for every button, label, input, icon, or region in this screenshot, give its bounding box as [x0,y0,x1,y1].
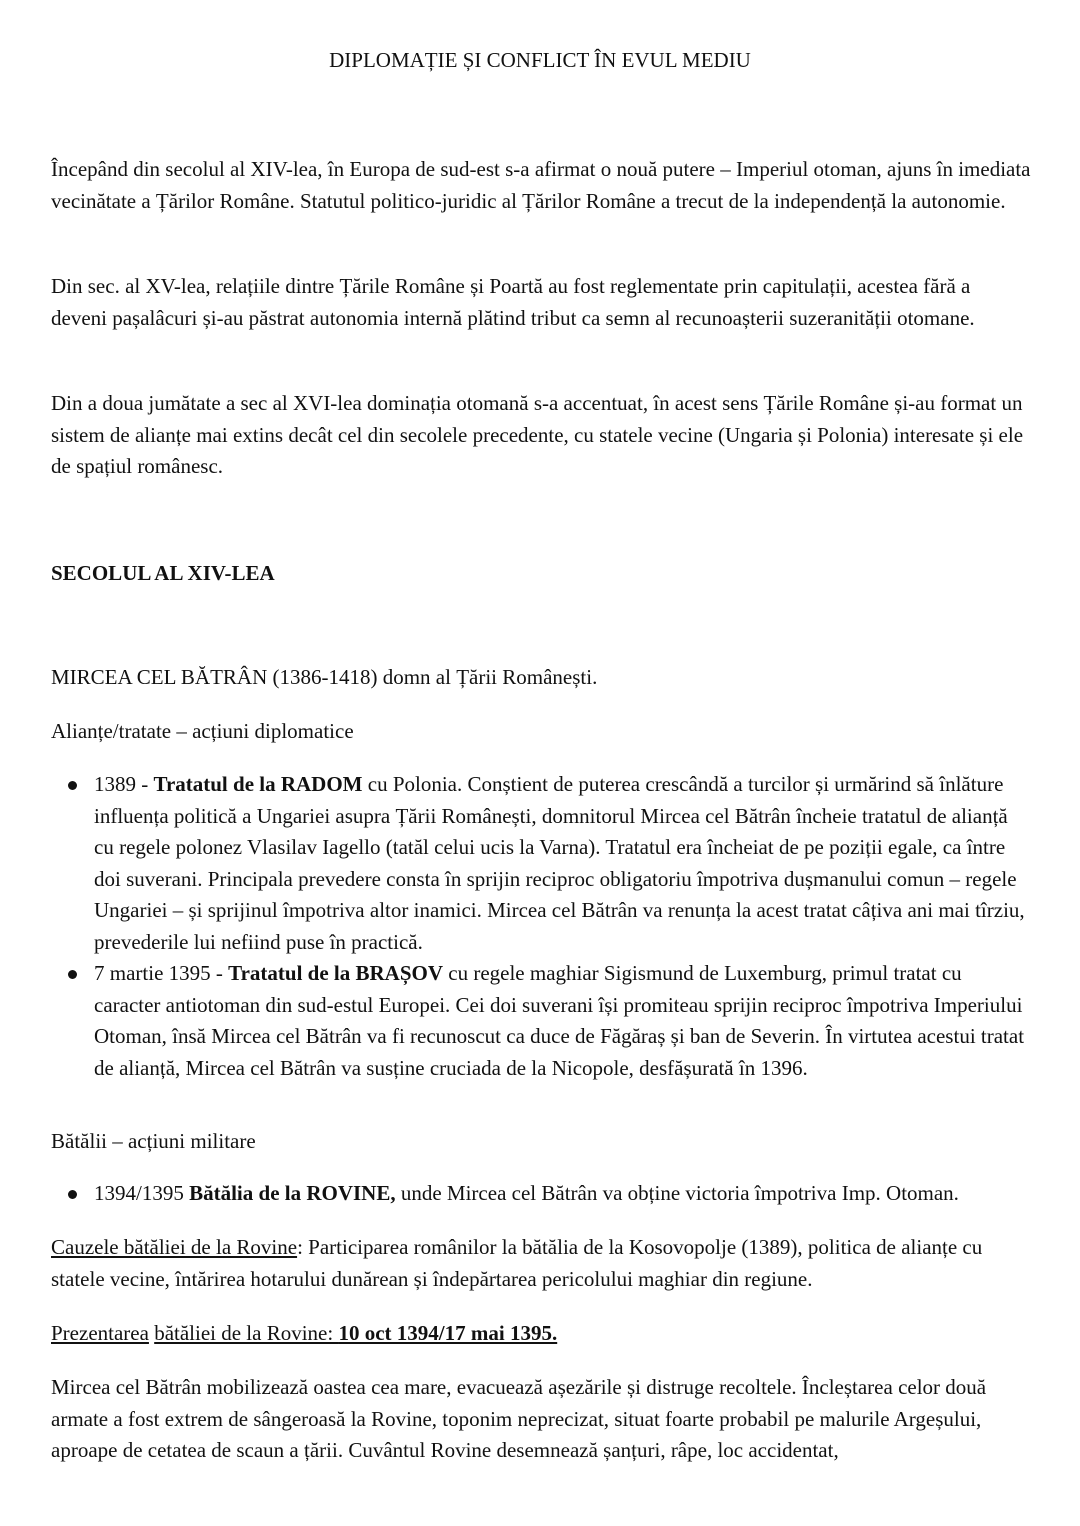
battle-date: 1394/1395 [94,1181,190,1205]
list-item [51,1178,1031,1210]
intro-paragraph-2: Din sec. al XV-lea, relațiile dintre Țările Române și Poartă au fost reglementate prin capitulații, acestea fără a deveni pașalâcuri și-au păstrat autonomia internă plătind tribut ca semn al recunoașterii suzeranității otomane. [51,274,975,330]
bullet-icon [68,1190,77,1199]
document-title: DIPLOMAȚIE ȘI CONFLICT ÎN EVUL MEDIU [329,48,751,72]
presentation-label-2: bătăliei de la Rovine: [154,1321,339,1345]
section-heading: SECOLUL AL XIV-LEA [51,561,275,585]
treaty-name: Tratatul de la BRAȘOV [228,961,444,985]
diplomacy-heading: Alianțe/tratate – acțiuni diplomatice [51,719,354,743]
bullet-icon [68,781,77,790]
presentation-dates: 10 oct 1394/17 mai 1395. [338,1321,558,1345]
list-item [51,958,1031,1084]
treaty-text: cu regele maghiar Sigismund de Luxemburg, primul tratat cu caracter antiotoman din sud-estul Europei. Cei doi suverani își promiteau sprijin reciproc împotriva Imperiului Otoman, însă Mircea cel Bătrân va fi recunoscut ca duce de Făgăraș și ban de Severin. În virtutea acestui tratat de alianță, Mircea cel Bătrân va susține cruciada de la Nicopole, desfășurată în 1396. [94,961,1025,1080]
battle-text: unde Mircea cel Bătrân va obține victoria împotriva Imp. Otoman. [395,1181,959,1205]
bullet-icon [68,970,77,979]
intro-paragraph-1: Începând din secolul al XIV-lea, în Europa de sud-est s-a afirmat o nouă putere – Imperiul otoman, ajuns în imediata vecinătate a Țărilor Române. Statutul politico-juridic al Țărilor Române a trecut de la independență la autonomie. [51,157,1031,213]
battles-list [51,1178,1031,1210]
treaty-date: 7 martie 1395 - [94,961,229,985]
presentation-label: Prezentarea [51,1321,149,1345]
intro-paragraph-3: Din a doua jumătate a sec al XVI-lea dominația otomană s-a accentuat, în acest sens Țările Române și-au format un sistem de alianțe mai extins decât cel din secolele precedente, cu statele vecine (Ungaria și Polonia) interesate și ele de spațiul românesc. [51,391,1024,478]
ruler-line: MIRCEA CEL BĂTRÂN (1386-1418) domn al Țării Românești. [51,665,598,689]
battle-name: Bătălia de la ROVINE, [189,1181,396,1205]
treaties-list [51,769,1031,1084]
causes-paragraph [51,1232,1031,1295]
treaty-date: 1389 - [94,772,154,796]
list-item [51,769,1031,958]
causes-text: : Participarea românilor la bătălia de la Kosovopolje (1389), politica de alianțe cu statele vecine, întărirea hotarului dunărean și îndepărtarea pericolului maghiar din regiune. [51,1235,983,1291]
narrative-paragraph: Mircea cel Bătrân mobilizează oastea cea mare, evacuează așezările și distruge recoltele. Încleștarea celor două armate a fost extrem de sângeroasă la Rovine, toponim neprecizat, situat foarte probabil pe malurile Argeșului, aproape de cetatea de scaun a țării. Cuvântul Rovine desemnează șanțuri, râpe, loc accidentat, [51,1375,987,1462]
presentation-paragraph [51,1318,1031,1350]
treaty-text: cu Polonia. Conștient de puterea crescândă a turcilor și urmărind să înlăture influența politică a Ungariei asupra Țării Românești, domnitorul Mircea cel Bătrân încheie tratatul de alianță cu regele polonez Vlasilav Iagello (tatăl celui ucis la Varna). Tratatul era încheiat de pe poziții egale, ca între doi suverani. Principala prevedere consta în sprijin reciproc obligatoriu împotriva dușmanului comun – regele Ungariei – și sprijinul împotriva altor inamici. Mircea cel Bătrân va renunța la acest tratat câțiva ani mai tîrziu, prevederile lui nefiind puse în practică. [94,772,1025,954]
causes-label: Cauzele bătăliei de la Rovine [51,1235,298,1259]
military-heading: Bătălii – acțiuni militare [51,1129,256,1153]
treaty-name: Tratatul de la RADOM [153,772,363,796]
